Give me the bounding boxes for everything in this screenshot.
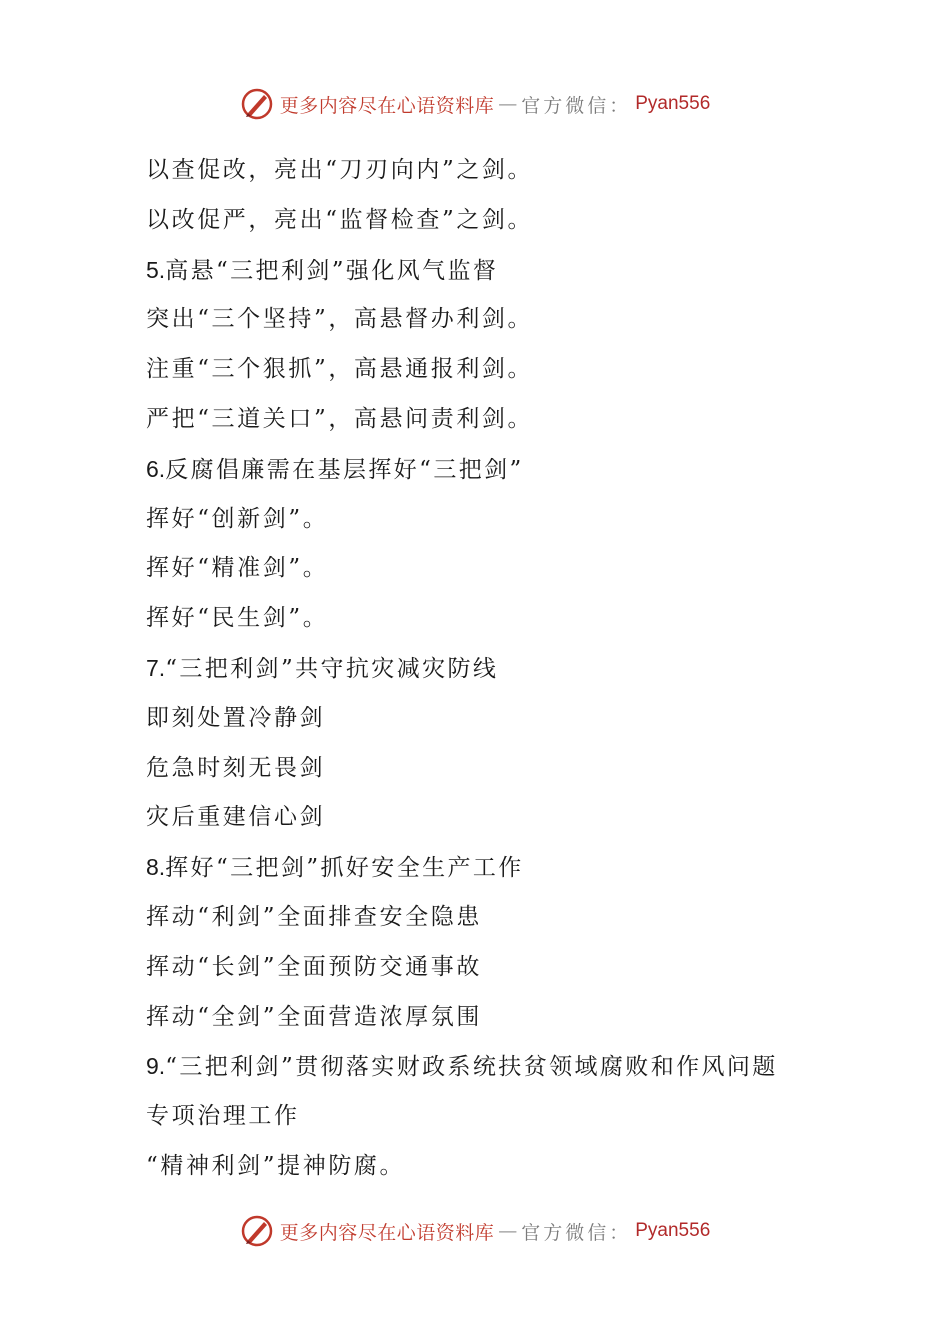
text-line: 危急时刻无畏剑 xyxy=(146,754,326,781)
pen-logo-icon xyxy=(240,87,274,121)
text-line: 挥动“长剑”全面预防交通事故 xyxy=(146,953,482,980)
text-line: 挥好“民生剑”。 xyxy=(146,605,329,632)
watermark-wechat-label: 官方微信： xyxy=(521,94,632,117)
watermark-dash: — xyxy=(498,93,518,115)
pen-logo-icon xyxy=(240,1214,274,1248)
section-heading: 6.反腐倡廉需在基层挥好“三把剑” xyxy=(146,455,524,483)
text-line: 挥动“利剑”全面排查安全隐患 xyxy=(146,903,482,930)
section-number: 9. xyxy=(146,1053,166,1080)
section-heading: 5.高悬“三把利剑”强化风气监督 xyxy=(146,256,499,284)
text-line: 以查促改，亮出“刀刃向内”之剑。 xyxy=(146,157,534,183)
text-line: 挥动“全剑”全面营造浓厚氛围 xyxy=(146,1003,482,1030)
text-line: 专项治理工作 xyxy=(146,1103,300,1130)
section-number: 7. xyxy=(146,654,166,681)
header-watermark xyxy=(0,84,950,124)
text-line: 注重“三个狠抓”，高悬通报利剑。 xyxy=(146,356,534,383)
text-line: 突出“三个坚持”，高悬督办利剑。 xyxy=(146,306,534,333)
watermark-text: 更多内容尽在心语资料库 xyxy=(279,94,495,117)
section-number: 5. xyxy=(146,256,166,283)
watermark-wechat-id: Pyan556 xyxy=(635,1220,711,1241)
text-line: 以改促严，亮出“监督检查”之剑。 xyxy=(146,206,534,233)
section-number: 8. xyxy=(146,854,166,881)
text-line: 即刻处置冷静剑 xyxy=(146,704,326,731)
text-line: “精神利剑”提神防腐。 xyxy=(146,1152,406,1179)
footer-watermark xyxy=(0,1211,950,1251)
section-heading: 8.挥好“三把剑”抓好安全生产工作 xyxy=(146,854,524,882)
text-line: 灾后重建信心剑 xyxy=(146,804,326,831)
watermark-wechat-id: Pyan556 xyxy=(635,93,711,114)
watermark-dash: — xyxy=(498,1220,518,1242)
document-body xyxy=(146,146,846,1192)
section-number: 6. xyxy=(146,455,166,482)
text-line: 挥好“创新剑”。 xyxy=(146,505,329,532)
watermark-text: 更多内容尽在心语资料库 xyxy=(279,1221,495,1244)
text-line: 挥好“精准剑”。 xyxy=(146,555,329,582)
section-heading: 7.“三把利剑”共守抗灾减灾防线 xyxy=(146,654,499,682)
section-heading: 9.“三把利剑”贯彻落实财政系统扶贫领域腐败和作风问题 xyxy=(146,1053,778,1081)
text-line: 严把“三道关口”，高悬问责利剑。 xyxy=(146,405,534,432)
watermark-wechat-label: 官方微信： xyxy=(521,1221,632,1244)
